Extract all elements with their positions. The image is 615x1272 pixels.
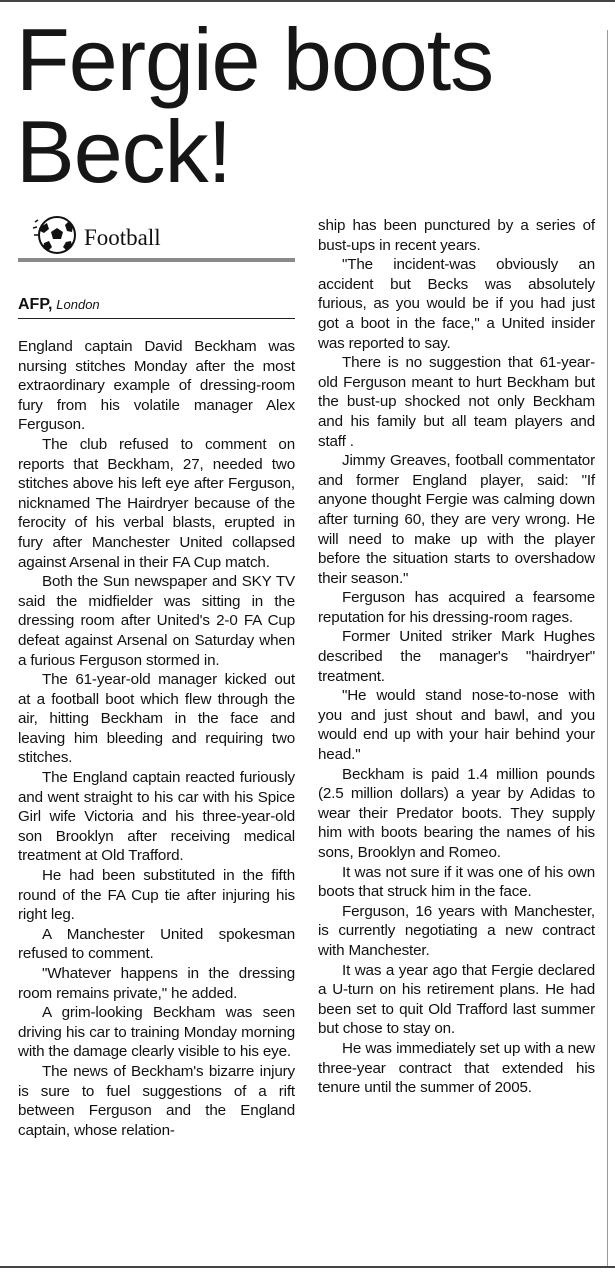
paragraph: Former United striker Mark Hughes described the manager's "hairdryer" treatment.	[318, 628, 595, 685]
paragraph: He had been substituted in the fifth round of the FA Cup tie after injuring his right leg.	[18, 867, 295, 924]
top-rule	[0, 0, 615, 2]
right-column	[318, 216, 595, 1098]
paragraph: Beckham is paid 1.4 million pounds (2.5 million dollars) a year by Adidas to wear their Predator boots. They supply him with boots bearing the names of his sons, Brooklyn and Romeo.	[318, 765, 595, 861]
byline-rule	[18, 318, 295, 319]
byline-place: London	[56, 297, 100, 312]
paragraph: A grim-looking Beckham was seen driving his car to training Monday morning with the damage clearly visible to his eye.	[18, 1004, 295, 1061]
paragraph: "He would stand nose-to-nose with you and just shout and bawl, and you would end up with your hair behind your head."	[318, 687, 595, 764]
section-header	[18, 214, 295, 256]
paragraph: There is no suggestion that 61-year-old Ferguson meant to hurt Beckham but the bust-up shocked not only Beckham and his family but all team players and staff .	[318, 354, 595, 450]
paragraph: He was immediately set up with a new three-year contract that extended his tenure until the summer of 2005.	[318, 1039, 595, 1097]
paragraph: The England captain reacted furiously and went straight to his car with his Spice Girl wife Victoria and his three-year-old son Brooklyn after receiving medical treatment at Old Trafford.	[18, 769, 295, 865]
paragraph: Ferguson has acquired a fearsome reputation for his dressing-room rages.	[318, 589, 595, 626]
paragraph: The news of Beckham's bizarre injury is sure to fuel suggestions of a rift between Ferguson and the England captain, whose relation-	[18, 1062, 295, 1139]
paragraph: It was not sure if it was one of his own boots that struck him in the face.	[318, 863, 595, 901]
left-column	[18, 214, 295, 1140]
paragraph: A Manchester United spokesman refused to comment.	[18, 925, 295, 963]
paragraph: "The incident-was obviously an accident but Becks was absolutely furious, as you would be if you had just got a boot in the face," a United insider was reported to say.	[318, 256, 595, 352]
football-icon	[30, 214, 80, 256]
bottom-rule	[0, 1266, 615, 1268]
paragraph: The club refused to comment on reports that Beckham, 27, needed two stitches above his left eye after Ferguson, nicknamed The Hairdryer because of the ferocity of his verbal blasts, erupted in fury after Manchester United collapsed against Arsenal in their FA Cup match.	[18, 435, 295, 571]
paragraph: The 61-year-old manager kicked out at a football boot which flew through the air, hitting Beckham in the face and leaving him bleeding and requiring two stitches.	[18, 671, 295, 767]
paragraph: ship has been punctured by a series of bust-ups in recent years.	[318, 217, 595, 254]
paragraph: Jimmy Greaves, football commentator and former England player, said: "If anyone thought Fergie was calming down after turning 60, they are very wrong. He will need to make up with the player before the situation starts to overshadow their season."	[318, 452, 595, 587]
paragraph: England captain David Beckham was nursing stitches Monday after the most extraordinary example of dressing-room fury from his volatile manager Alex Ferguson.	[18, 338, 295, 434]
paragraph: Both the Sun newspaper and SKY TV said the midfielder was sitting in the dressing room after United's 2-0 FA Cup defeat against Arsenal on Saturday when a furious Ferguson stormed in.	[18, 573, 295, 669]
column-edge-rule	[607, 30, 608, 1266]
section-rule	[18, 258, 295, 262]
section-label: Football	[84, 225, 161, 250]
paragraph: "Whatever happens in the dressing room remains private," he added.	[18, 965, 295, 1002]
paragraph: It was a year ago that Fergie declared a U-turn on his retirement plans. He had been set to quit Old Trafford last summer but chose to stay on.	[318, 961, 595, 1038]
left-column-body	[18, 337, 295, 1140]
byline	[18, 296, 295, 314]
paragraph: Ferguson, 16 years with Manchester, is currently negotiating a new contract with Manchester.	[318, 902, 595, 959]
byline-agency: AFP,	[18, 296, 53, 313]
headline: Fergie boots Beck!	[16, 10, 494, 201]
